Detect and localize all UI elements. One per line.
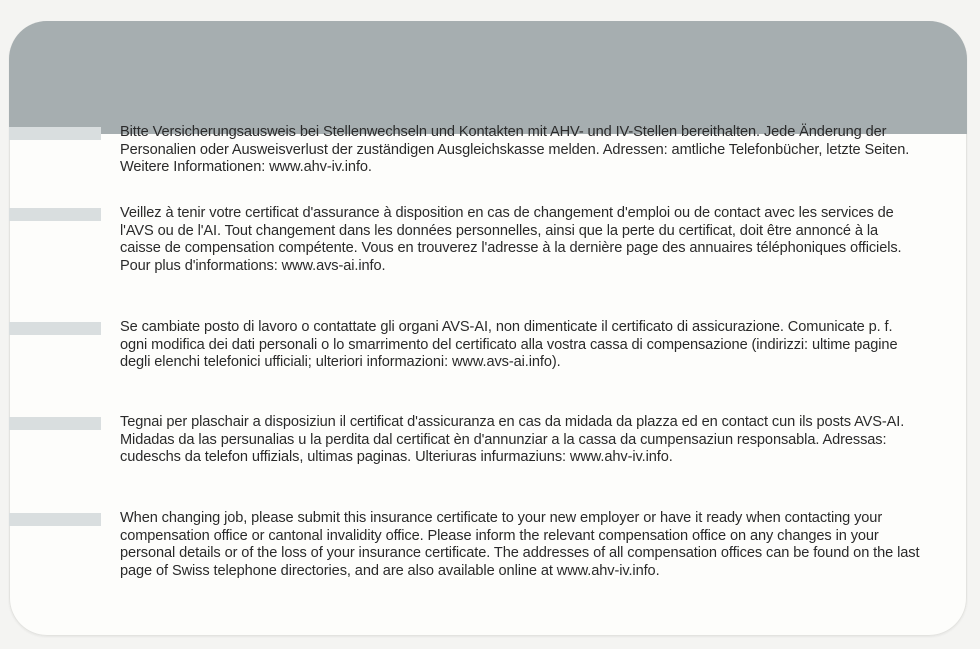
paragraph-rm: Tegnai per plaschair a disposiziun il certificat d'assicuranza en cas da midada da plazza ed en contact cun ils posts AVS-AI. Midadas da las persunalias u la perdita dal certificat èn d'annunziar a la cassa da cumpensaziun responsabla. Adressas: cudeschs da telefon uffizials, ultimas paginas. Ulteriuras infurmaziuns: www.ahv-iv.info. xyxy=(120,414,905,465)
paragraph-en: When changing job, please submit this insurance certificate to your new employer or have it ready when contacting your compensation office or cantonal invalidity office. Please inform the relevant compensation office on any changes in your personal details or of the loss of your insurance certificate. The addresses of all compensation offices can be found on the last page of Swiss telephone directories, and are also available online at www.ahv-iv.info. xyxy=(120,510,920,579)
magnetic-stripe xyxy=(9,21,967,134)
section-marker-fr xyxy=(9,208,101,221)
paragraph-de: Bitte Versicherungsausweis bei Stellenwechseln und Kontakten mit AHV- und IV-Stellen bereithalten. Jede Änderung der Personalien oder Ausweisverlust der zuständigen Ausgleichskasse melden. Adressen: amtliche Telefonbücher, letzte Seiten. Weitere Informationen: www.ahv-iv.info. xyxy=(120,124,910,175)
insurance-card-back xyxy=(9,21,967,636)
section-marker-de xyxy=(9,127,101,140)
section-marker-rm xyxy=(9,417,101,430)
paragraph-fr: Veillez à tenir votre certificat d'assurance à disposition en cas de changement d'emploi ou de contact avec les services de l'AVS ou de l'AI. Tout changement dans les données personnelles, ainsi que la perte du certificat, doit être annoncé à la caisse de compensation compétente. Vous en trouverez l'adresse à la dernière page des annuaires téléphoniques officiels. Pour plus d'informations: www.avs-ai.info. xyxy=(120,205,902,274)
section-marker-it xyxy=(9,322,101,335)
section-marker-en xyxy=(9,513,101,526)
paragraph-it: Se cambiate posto di lavoro o contattate gli organi AVS-AI, non dimenticate il certificato di assicurazione. Comunicate p. f. ogni modifica dei dati personali o lo smarrimento del certificato alla vostra cassa di compensazione (indirizzi: ultime pagine degli elenchi telefonici ufficiali; ulteriori informazioni: www.avs-ai.info). xyxy=(120,319,898,370)
